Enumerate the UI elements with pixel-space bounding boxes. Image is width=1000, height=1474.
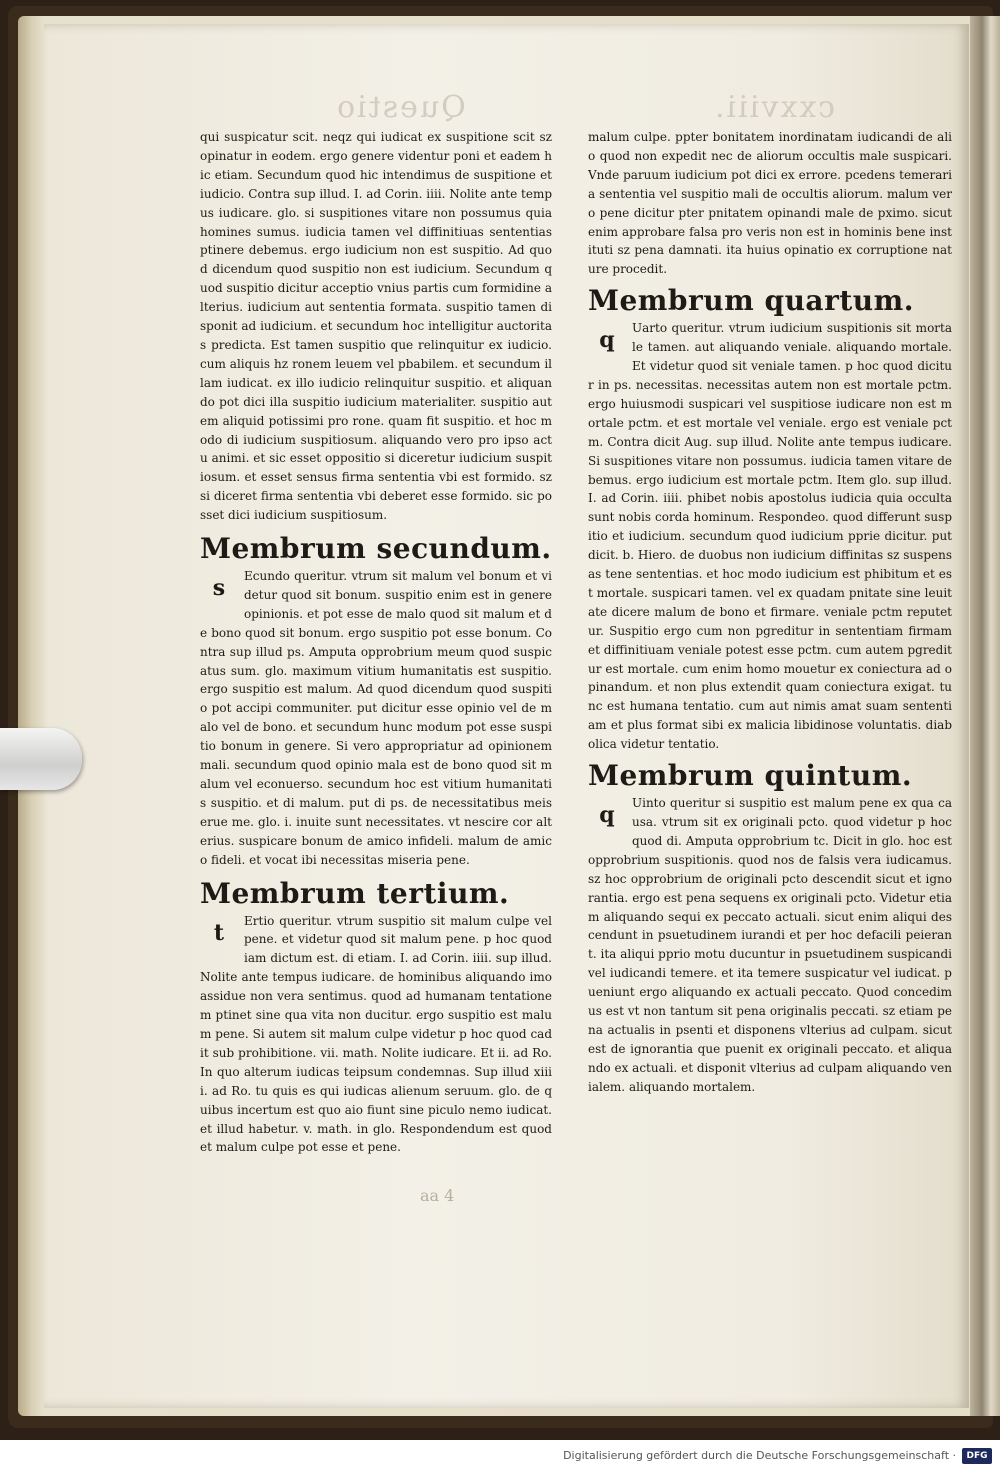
section-body: [588, 319, 952, 754]
drop-initial: s: [212, 575, 226, 602]
drop-initial: q: [599, 802, 615, 829]
section-body: [588, 794, 952, 1097]
paragraph: malum culpe. ppter bonitatem inordinatam iudicandi de alio quod non expedit nec de aliorum occultis male suspicari. Vnde paruum iudicium pot dici ex errore. pcedens temeraria sententia vel suspitio mali de occultis aliorum. malum vero pene dicitur pter pnitatem opinandi male de pximo. sicut enim approbare falsa pro veris non est in hominis bene instituti sz pena damnati. ita huius opinatio ex corruptione nature procedit.: [588, 130, 952, 277]
text-column-right: [588, 128, 952, 1097]
paragraph: Uarto queritur. vtrum iudicium suspitionis sit mortale tamen. aut aliquando veniale. aliquando mortale. Et videtur quod sit veniale tamen. p hoc quod dicitur in ps. necessitas. necessitas autem non est mortale pctm. ergo huiusmodi suspicari vel suspitiose iudicare non est mortale pctm. et est mortale vel veniale. ergo est veniale pctm. Contra dicit Aug. sup illud. Nolite ante tempus iudicare. Si suspitiones vitare non possumus. iudicia tamen vitare debemus. ergo iudicium est mortale pctm. Item glo. sup illud. I. ad Corin. iiii. phibet nobis apostolus iudicia quia occulta sunt nobis corda hominum. Respondeo. quod differunt suspitio et iudicium. secundum quod iudicium pprie dicitur. put dicit. b. Hiero. de duobus non iudicium diffinitas sz suspensas tene sententias. et hoc modo iudicium est phibitum et est mortale. suspicari tamen. vel ex quadam pnitate sine leuitate dicere malum de bono et firmare. veniale pctm reputetur. Suspitio ergo cum non pgreditur in sententiam firmam et diffinitiuam veniale potest esse pctm. cum autem pgreditur est mortale. cum enim homo mouetur ex coniectura ad opinandum. et non plus extendit quam coniectura exigat. tunc est humana tentatio. cum aut nimis amat suam sententiam et plus format sibi ex malicia libidinose voluntatis. diabolica videtur tentatio.: [588, 321, 952, 752]
section-heading: Membrum secundum.: [200, 532, 552, 566]
section-body: [200, 912, 552, 1158]
running-head-title: Questio: [335, 90, 466, 125]
section-heading: Membrum quintum.: [588, 759, 913, 793]
section-body: [200, 567, 552, 870]
book-gutter: [970, 16, 1000, 1416]
running-head-folio: cxxviii.: [713, 90, 835, 125]
paragraph: Ecundo queritur. vtrum sit malum vel bonum et videtur quod sit bonum. suspitio enim est in genere opinionis. et pot esse de malo quod sit malum et de bono quod sit bonum. ergo suspitio pot esse bonum. Contra sup illud ps. Amputa opprobrium meum quod suspicatus sum. glo. maximum vitium humanitatis est suspitio. ergo suspitio est malum. Ad quod dicendum quod suspitio pot accipi communiter. put dicitur esse opinio vel de malo vel de bono. et secundum hunc modum pot esse suspitio bonum in genere. Si vero appropriatur ad opinionem mali. secundum quod opinio mala est de bono quod sit malum vel econuerso. secundum hoc est vitium humanitatis suspitio. et di malum. put di ps. de necessitatibus meis erue me. glo. i. inuite sunt necessitates. vt nescire cor alterius. suspicare bonum de amico infideli. malum de amico fideli. et vocat ibi necessitas miseria pene.: [200, 569, 552, 867]
text-column-left: [200, 128, 552, 1157]
paragraph: Uinto queritur si suspitio est malum pene ex qua causa. vtrum sit ex originali pcto. quod videtur p hoc quod di. Amputa opprobrium tc. Dicit in glo. hoc est opprobrium suspitionis. quod nos de falsis vera iudicamus. sz hoc opprobrium de originali pcto descendit sicut et ignorantia. ergo est pena sequens ex originali pcto. Videtur etiam aliquando sequi ex peccato actuali. sicut enim aliqui descendunt in psuetudinem iurandi et per hoc defacili peierant. ita aliqui pprio motu ducuntur in psuetudinem suspicandi vel iudicandi temere. et ita temere suspicatur vel iudicat. pueniunt ergo aliquando ex actuali peccato. Quod concedimus est vt non tantum sit pena originalis peccati. sz etiam pena actualis in psenti et disponens vlterius ad culpam. sicut est de ignorantia que puenit ex originali peccato. et aliquando ex actuali. et disponit vlterius ad culpam aliquando venialem. aliquando mortalem.: [588, 796, 952, 1094]
paragraph: qui suspicatur scit. neqz qui iudicat ex suspitione scit sz opinatur in eodem. ergo genere videntur poni et eadem hic etiam. Secundum quod hic intendimus de suspitione et iudicio. Contra sup illud. I. ad Corin. iiii. Nolite ante tempus iudicare. glo. si suspitiones vitare non possumus quia homines sumus. iudicia tamen vel diffinitiuas sententias ptinere debemus. ergo iudicium non est suspitio. Ad quod dicendum quod suspitio non est iudicium. Secundum quod suspitio dicitur acceptio vnius partis cum formidine alterius. iudicium aut sententia formata. suspitio tamen disponit ad iudicium. et secundum hoc intelligitur auctoritas predicta. Est tamen suspitio que relinquitur ex iudicio. cum aliquis hz ronem leuem vel pbabilem. et secundum illam iudicat. ex illo iudicio relinquitur suspitio. et aliquando pot dici illa suspitio iudicium materialiter. suspitio autem aliquid potissimi pro rone. quam fit suspitio. et hoc modo di iudicium suspitiosum. aliquando vero pro ipso actu animi. et sic esset oppositio si diceretur iudicium suspitiosum. et esset sensus firma sententia vbi est formido. sz si diceret firma sententia vbi deberet esse formido. sic posset dici iudicium suspitiosum.: [200, 130, 552, 523]
funding-credit: Digitalisierung gefördert durch die Deutsche Forschungsgemeinschaft ·: [563, 1449, 956, 1462]
signature-mark: aa 4: [420, 1186, 455, 1205]
section-heading: Membrum quartum.: [588, 284, 914, 318]
section-heading: Membrum tertium.: [200, 876, 510, 910]
drop-initial: t: [213, 919, 225, 946]
drop-initial: q: [599, 327, 615, 354]
dfg-logo: DFG: [962, 1448, 992, 1464]
page-clip: [0, 728, 82, 790]
paragraph: Ertio queritur. vtrum suspitio sit malum culpe vel pene. et videtur quod sit malum pene. p hoc quod iam dictum est. di etiam. I. ad Corin. iiii. sup illud. Nolite ante tempus iudicare. de hominibus aliquando imo assidue non vera sentimus. quod ad humanam tentationem ptinet sine qua vita non ducitur. ergo suspitio est malum pene. Si autem sit malum culpe videtur p hoc quod cadit sub prohibitione. vii. math. Nolite iudicare. Et ii. ad Ro. In quo alterum iudicas teipsum condemnas. Sup illud xiiii. ad Ro. tu quis es qui iudicas alienum seruum. glo. de quibus incertum est quo aio fiunt sine piculo nemo iudicat. et illud habetur. v. math. in glo. Respondendum est quod et malum culpe pot esse et pene.: [200, 913, 552, 1155]
footer-bar: [0, 1440, 1000, 1474]
running-head-show-through: [335, 90, 835, 130]
